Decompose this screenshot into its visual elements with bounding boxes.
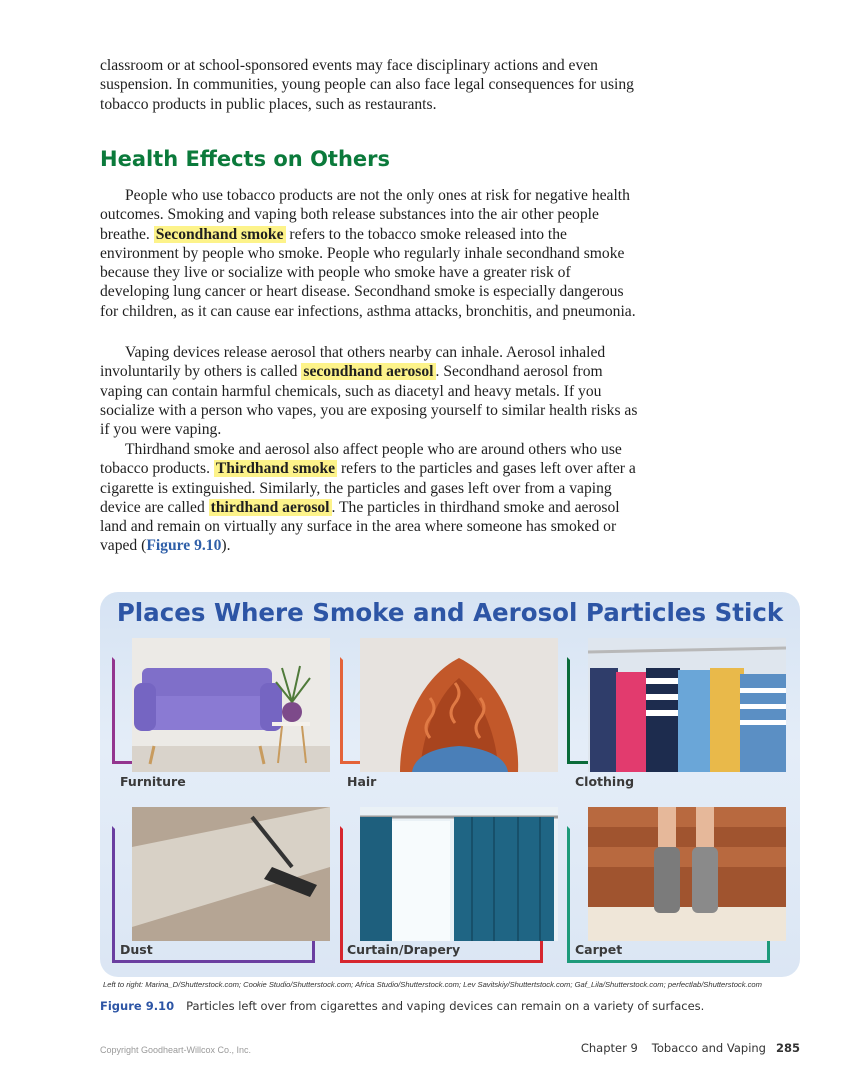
key-term-thirdhand-aerosol: thirdhand aerosol [210,498,330,516]
figure-panel [100,592,800,977]
page-number: 285 [775,1041,800,1055]
panel-label-furniture: Furniture [120,774,186,789]
curtain-photo [360,807,558,941]
panel-label-curtain: Curtain/Drapery [347,942,461,957]
figure-caption-text: Particles left over from cigarettes and vaping devices can remain on a variety of surfaces. [186,999,705,1013]
footer-chapter-title: Tobacco and Vaping [651,1041,766,1055]
panel-label-hair: Hair [347,774,377,789]
page-footer [581,1041,800,1055]
figure-caption [100,999,704,1013]
figure-caption-number: Figure 9.10 [100,999,175,1013]
key-term-thirdhand-smoke: Thirdhand smoke [215,460,336,478]
section-heading: Health Effects on Others [100,147,391,171]
dust-photo [132,807,330,941]
copyright-notice: Copyright Goodheart-Willcox Co., Inc. [100,1045,252,1055]
panel-label-dust: Dust [120,942,153,957]
intro-paragraph: classroom or at school-sponsored events may face disciplinary actions and even suspension. In communities, young people can also face legal consequences for using tobacco products in public places, such as restaurants. [100,57,634,113]
figure-title: Places Where Smoke and Aerosol Particles Stick [116,598,784,627]
clothing-photo [588,638,786,772]
footer-chapter: Chapter 9 [580,1041,638,1055]
furniture-photo [132,638,330,772]
carpet-photo [588,807,786,941]
key-term-secondhand-smoke: Secondhand smoke [155,225,284,243]
photo-credits: Left to right: Marina_D/Shutterstock.com; Cookie Studio/Shutterstock.com; Africa Studio/Shutterstock.com; Lev Savitskiy/Shuttertstock.com; Gaf_Lila/Shutterstock.com; perfectlab/Shutterstock.com [103,980,762,989]
panel-label-carpet: Carpet [575,942,623,957]
hair-photo [360,638,558,772]
key-term-secondhand-aerosol: secondhand aerosol [303,363,434,381]
panel-label-clothing: Clothing [575,774,635,789]
figure-reference-link[interactable]: Figure 9.10 [146,537,222,555]
paragraph-secondhand-aerosol: Vaping devices release aerosol that others nearby can inhale. Aerosol inhaled involuntarily by others is called secondhand aerosol . Secondhand aerosol from vaping can contain harmful chemicals, such as diacetyl and heavy metals. If you socialize with a person who vapes, you are exposing yourself to similar health risks as if you were vaping. [100,344,638,439]
paragraph-secondhand-smoke: People who use tobacco products are not the only ones at risk for negative health outcomes. Smoking and vaping both release substances into the air other people breathe. Secondhand smoke refers to the tobacco smoke released into the environment by people who smoke. People who regularly inhale secondhand smoke because they live or socialize with people who smoke have a greater risk of developing lung cancer or heart disease. Secondhand smoke is especially dangerous for children, as it can cause ear infections, asthma attacks, bronchitis, and pneumonia. [100,187,636,320]
paragraph-thirdhand: Thirdhand smoke and aerosol also affect people who are around others who use tobacco products. Thirdhand smoke refers to the particles and gases left over after a cigarette is extinguished. Similarly, the particles and gases left over from a vaping device are called thirdhand aerosol . The particles in thirdhand smoke and aerosol land and remain on virtually any surface in the area where someone has smoked or vaped (Figure 9.10). [100,441,636,555]
